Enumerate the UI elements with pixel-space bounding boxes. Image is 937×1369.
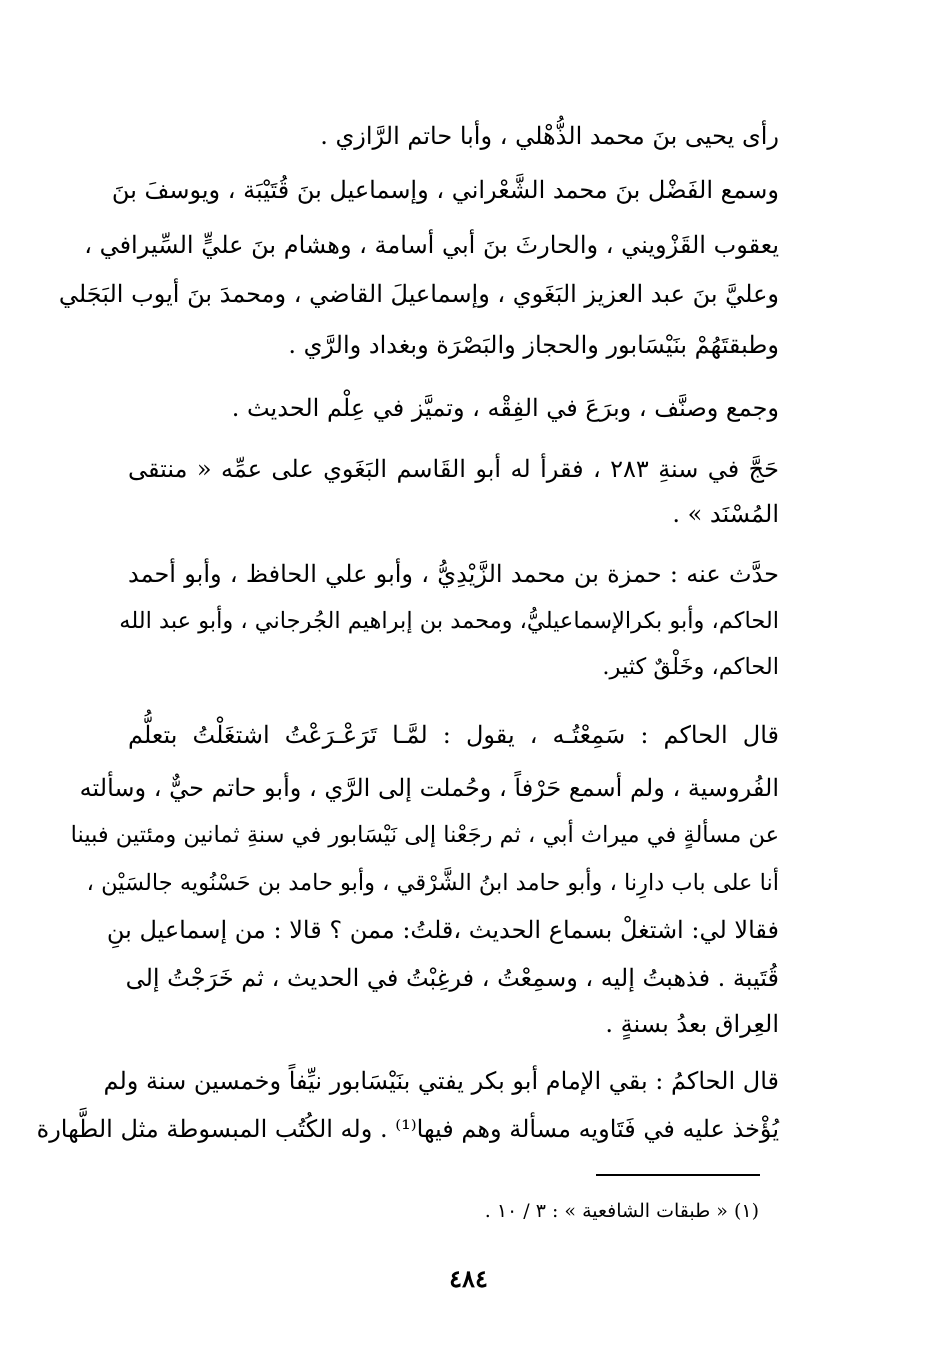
text-line-6: وجمع وصنَّف ، وبرَعَ في الفِقْه ، وتميَّز في عِلْم الحديث . [231, 394, 779, 422]
text-line-9: حدَّث عنه : حمزة بن محمد الزَّيْدِيُّ ، وأبو علي الحافظ ، وأبو أحمد [128, 560, 779, 588]
text-line-13: الفُروسية ، ولم أسمع حَرْفاً ، وحُملت إلى الرَّي ، وأبو حاتم حيٌّ ، وسألته [79, 774, 779, 802]
text-line-14: عن مسألةٍ في ميراث أبي ، ثم رجَعْنا إلى نَيْسَابور في سنةِ ثمانين ومئتين فبينا [70, 822, 779, 848]
text-line-11: الحاكم، وخَلْقٌ كثير. [602, 654, 779, 680]
text-line-8: المُسْنَد » . [672, 500, 779, 528]
text-line-3: يعقوب القَزْويني ، والحارثَ بنَ أبي أسامة ، وهشام بنَ عليٍّ السِّيرافي ، [84, 231, 779, 259]
text-line-18: العِراق بعدُ بسنةٍ . [605, 1010, 779, 1038]
footnote: (١) « طبقات الشافعية » : ٣ / ١٠ . [484, 1200, 759, 1222]
text-line-7: حَجَّ في سنةِ ٢٨٣ ، فقرأ له أبو القَاسم البَغَوي على عمِّه « منتقى [128, 455, 779, 483]
text-line-12: قال الحاكم : سَمِعْتُـه ، يقول : لمَّـا تَرَعْـرَعْتُ اشتغَلْتُ بتعلُّم [128, 721, 779, 749]
text-line-2: وسمع الفَضْل بنَ محمد الشَّعْراني ، وإسماعيل بنَ قُتَيْبَة ، ويوسفَ بنَ [111, 176, 779, 204]
footnote-separator [596, 1174, 760, 1176]
text-line-5: وطبقتَهُمْ بنَيْسَابور والحجاز والبَصْرَة وبغداد والرَّي . [288, 331, 779, 359]
text-line-4: وعليَّ بنَ عبد العزيز البَغَوي ، وإسماعيلَ القاضي ، ومحمدَ بنَ أيوب البَجَلي [58, 280, 779, 308]
text-line-15: أنا على باب دارِنا ، وأبو حامد ابنُ الشَّرْقي ، وأبو حامد بن حَسْنُويه جالسَيْن ، [86, 870, 779, 896]
text-line-20: يُؤْخذ عليه في فَتَاويه مسألة وهم فيها⁽¹⁾ . وله الكُتُب المبسوطة مثل الطَّهارة [36, 1115, 779, 1143]
page-number: ٤٨٤ [449, 1264, 488, 1293]
text-line-16: فقالا لي: اشتغلْ بسماع الحديث ،قلتُ: ممن ؟ قالا : من إسماعيل بنِ [106, 916, 779, 944]
text-line-17: قُتَيبة . فذهبتُ إليه ، وسمِعْتُ ، فرغِبْتُ في الحديث ، ثم خَرَجْتُ إلى [125, 964, 779, 992]
text-line-1: رأى يحيى بنَ محمد الذُّهْلي ، وأبا حاتم الرَّازي . [320, 122, 779, 150]
text-line-19: قال الحاكمُ : بقي الإمام أبو بكر يفتي بنَيْسَابور نيِّفاً وخمسين سنة ولم [103, 1067, 779, 1095]
text-line-10: الحاكم، وأبو بكرالإسماعيليُّ، ومحمد بن إبراهيم الجُرجاني ، وأبو عبد الله [119, 608, 779, 634]
